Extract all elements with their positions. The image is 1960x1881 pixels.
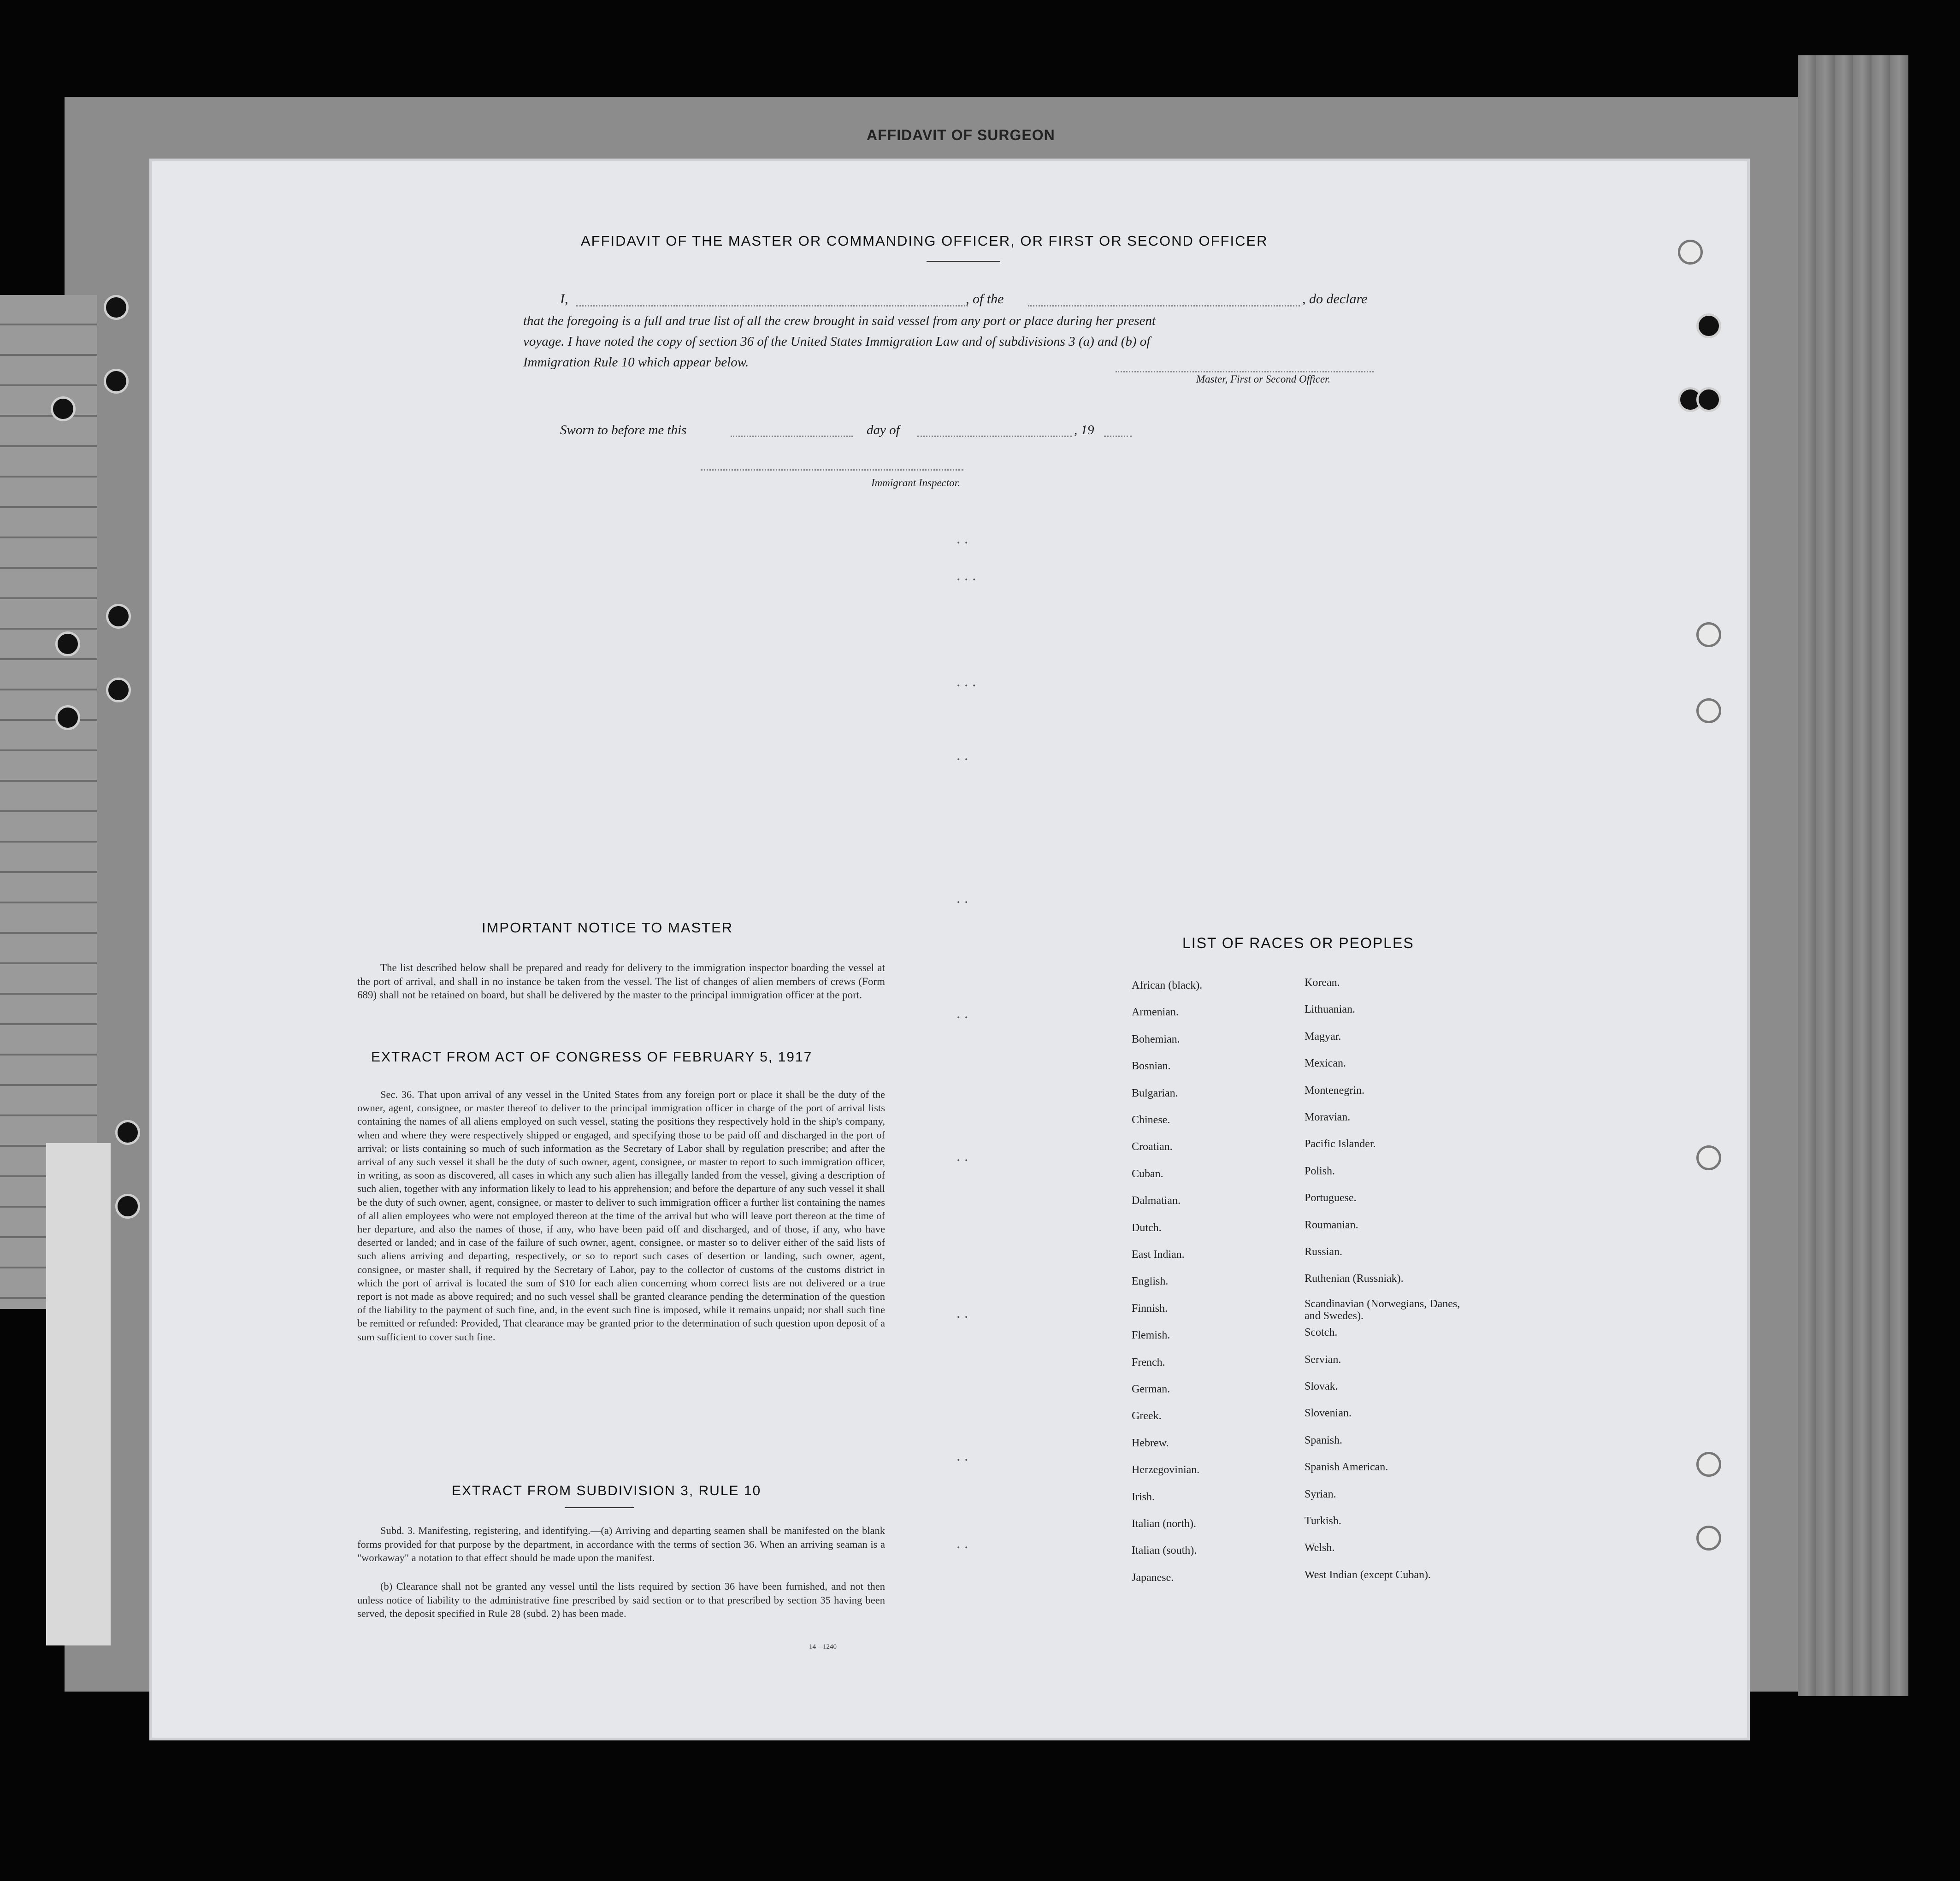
race-item: Ruthenian (Russniak). [1305, 1273, 1404, 1285]
race-item: Croatian. [1132, 1141, 1173, 1153]
race-item: African (black). [1132, 979, 1203, 991]
race-item: Finnish. [1132, 1302, 1168, 1315]
race-item: Moravian. [1305, 1111, 1351, 1123]
fold-mark: . . [956, 530, 968, 547]
affidavit-title: AFFIDAVIT OF THE MASTER OR COMMANDING OFFICER, OR FIRST OR SECOND OFFICER [581, 233, 1268, 249]
binder-hole [1696, 387, 1721, 412]
binder-hole [115, 1194, 140, 1219]
race-item: Welsh. [1305, 1542, 1335, 1554]
binder-hole [55, 705, 80, 730]
act-text: Sec. 36. That upon arrival of any vessel in the United States from any foreign port or place it shall be the duty of the owner, agent, consignee, or master thereof to deliver to the principal immigration officer in charge of the port of arrival lists containing the names of all aliens employed on such vessel, stating the positions they respectively hold in the ship's company, when and where they were respectively shipped or engaged, and specifying those to be paid off and discharged in the port of arrival; or lists containing so much of such information as the Secretary of Labor shall by regulation prescribe; and after the arrival of any such vessel it shall be the duty of such owner, agent, consignee, or master to report to such immigration officer, in writing, as soon as discovered, all cases in which any such alien has illegally landed from the vessel, giving a description of such alien, together with any information likely to lead to his apprehension; and before the departure of any such vessel it shall be the duty of such owner, agent, consignee, or master to deliver to such immigration officer a further list containing the names of all alien employees who were not employed thereon at the time of the arrival but who will leave port thereon at the time of her departure, and also the names of those, if any, who have been paid off and discharged, and of those, if any, who have deserted or landed; and in case of the failure of such owner, agent, consignee, or master so to deliver either of the said lists of such aliens arriving and departing, respectively, or so to report such cases of desertion or landing, such owner, agent, consignee, or master shall, if required by the Secretary of Labor, pay to the collector of customs of the customs district in which the port of arrival is located the sum of $10 for each alien concerning whom correct lists are not delivered or a true report is not made as above required; and no such vessel shall be granted clearance pending the determination of the question of the liability to the payment of such fine, and, in the event such fine is imposed, while it remains unpaid; nor shall such fine be remitted or refunded: Provided, That clearance may be granted prior to the determination of such question upon deposit of a sum sufficient to cover such fine. [357, 1089, 885, 1343]
race-item: Chinese. [1132, 1114, 1170, 1126]
race-item: Mexican. [1305, 1057, 1346, 1070]
race-item: East Indian. [1132, 1249, 1185, 1261]
race-item: Italian (south). [1132, 1545, 1197, 1557]
binder-hole [104, 295, 129, 320]
rule-divider [565, 1507, 634, 1508]
race-item: Bosnian. [1132, 1060, 1171, 1073]
race-item: French. [1132, 1356, 1165, 1368]
fold-mark: . . [956, 1005, 968, 1022]
month-blank-line [917, 436, 1072, 437]
surgeon-affidavit-title: AFFIDAVIT OF SURGEON [867, 127, 1055, 143]
rule-text-b: (b) Clearance shall not be granted any vessel until the lists required by section 36 have been furnished, and not then unless notice of liability to the administrative fine prescribed by said section or to that prescribed by section 35 having been served, the deposit specified in Rule 28 (subd. 2) has been made. [357, 1580, 885, 1619]
race-item: Lithuanian. [1305, 1003, 1355, 1016]
rule-title: EXTRACT FROM SUBDIVISION 3, RULE 10 [452, 1483, 762, 1498]
race-item: Bulgarian. [1132, 1087, 1178, 1099]
race-item: Slovenian. [1305, 1407, 1352, 1420]
race-item: West Indian (except Cuban). [1305, 1568, 1431, 1581]
binder-hole [106, 604, 131, 629]
name-blank-line [576, 305, 968, 307]
year-blank-line [1104, 436, 1132, 437]
race-item: Flemish. [1132, 1329, 1170, 1342]
signature-label: Master, First or Second Officer. [1196, 373, 1331, 385]
race-item: Italian (north). [1132, 1518, 1196, 1530]
binder-hole [1696, 1452, 1721, 1477]
binder-hole [1696, 313, 1721, 338]
race-item: Servian. [1305, 1353, 1341, 1366]
signature-blank-line [1116, 371, 1374, 372]
race-item: Portuguese. [1305, 1192, 1357, 1204]
races-title: LIST OF RACES OR PEOPLES [1182, 935, 1414, 951]
binder-hole [106, 678, 131, 702]
race-item: Bohemian. [1132, 1033, 1180, 1045]
race-item: Greek. [1132, 1410, 1162, 1422]
fold-mark: . . [956, 890, 968, 907]
form-number: 14—1240 [809, 1643, 837, 1651]
affidavit-i-label: I, [560, 291, 568, 307]
background-sheet-right-edge [1798, 55, 1908, 1696]
fold-mark: . . [956, 1148, 968, 1165]
fold-mark: . . [956, 747, 968, 764]
race-item: Spanish. [1305, 1434, 1343, 1446]
race-item: Scandinavian (Norwegians, Danes, and Swedes). [1305, 1297, 1460, 1322]
fold-mark: . . . [956, 673, 976, 690]
race-item: Montenegrin. [1305, 1084, 1364, 1097]
race-item: Cuban. [1132, 1168, 1163, 1180]
race-item: Dutch. [1132, 1221, 1162, 1234]
binder-hole [51, 396, 76, 421]
race-item: Armenian. [1132, 1006, 1179, 1019]
fold-mark: . . [956, 1447, 968, 1464]
race-item: English. [1132, 1275, 1169, 1288]
race-item: Dalmatian. [1132, 1195, 1181, 1207]
paper-scrap [46, 1143, 111, 1645]
sworn-label: Sworn to before me this [560, 423, 687, 437]
day-of-label: day of [867, 423, 900, 437]
race-item: Hebrew. [1132, 1437, 1169, 1449]
rule-text-a: Subd. 3. Manifesting, registering, and identifying.—(a) Arriving and departing seamen shall be manifested on the blank forms provided for that purpose by the department, in accordance with the terms of section 36. When an arriving seaman is a "workaway" a notation to that effect should be made upon the manifest. [357, 1525, 885, 1563]
affidavit-declare-label: , do declare [1302, 291, 1368, 307]
race-item: Spanish American. [1305, 1461, 1388, 1474]
race-item: Polish. [1305, 1165, 1335, 1177]
inspector-label: Immigrant Inspector. [871, 477, 960, 489]
binder-hole [55, 631, 80, 656]
race-item: Turkish. [1305, 1515, 1341, 1527]
title-rule [927, 261, 1000, 262]
race-item: Roumanian. [1305, 1219, 1358, 1231]
binder-hole [1696, 698, 1721, 723]
day-blank-line [731, 436, 853, 437]
race-item: Pacific Islander. [1305, 1138, 1376, 1150]
race-item: German. [1132, 1383, 1170, 1395]
year-label: , 19 [1074, 423, 1094, 437]
race-item: Scotch. [1305, 1327, 1338, 1339]
affidavit-line-2: that the foregoing is a full and true list of all the crew brought in said vessel from any port or place during her present [523, 313, 1156, 328]
race-item: Herzegovinian. [1132, 1464, 1200, 1476]
race-item: Irish. [1132, 1491, 1155, 1503]
race-item: Syrian. [1305, 1488, 1336, 1500]
affidavit-line-3: voyage. I have noted the copy of section 36 of the United States Immigration Law and of subdivisions 3 (a) and (b) of [523, 334, 1151, 349]
fold-mark: . . [956, 1304, 968, 1321]
binder-hole [1696, 1526, 1721, 1551]
notice-text: The list described below shall be prepared and ready for delivery to the immigration inspector boarding the vessel at the port of arrival, and shall in no instance be taken from the vessel. The list of changes of alien members of crews (Form 689) shall not be retained on board, but shall be delivered by the master to the principal immigration officer at the port. [357, 962, 885, 1001]
notice-title: IMPORTANT NOTICE TO MASTER [482, 920, 733, 936]
fold-mark: . . [956, 1535, 968, 1552]
binder-hole [104, 369, 129, 394]
affidavit-of-the-label: , of the [966, 291, 1004, 307]
affidavit-line-4: Immigration Rule 10 which appear below. [523, 355, 749, 370]
fold-mark: . . . [956, 567, 976, 584]
race-item: Korean. [1305, 977, 1340, 989]
binder-hole [1678, 240, 1703, 265]
race-item: Russian. [1305, 1246, 1343, 1258]
race-item: Magyar. [1305, 1030, 1341, 1043]
binder-hole [115, 1120, 140, 1145]
act-title: EXTRACT FROM ACT OF CONGRESS OF FEBRUARY 5, 1917 [371, 1050, 813, 1065]
binder-hole [1696, 622, 1721, 647]
inspector-blank-line [701, 469, 963, 471]
binder-hole [1696, 1145, 1721, 1170]
vessel-blank-line [1028, 305, 1300, 307]
race-item: Japanese. [1132, 1571, 1174, 1584]
affidavit-page [152, 161, 1747, 1738]
race-item: Slovak. [1305, 1380, 1338, 1392]
